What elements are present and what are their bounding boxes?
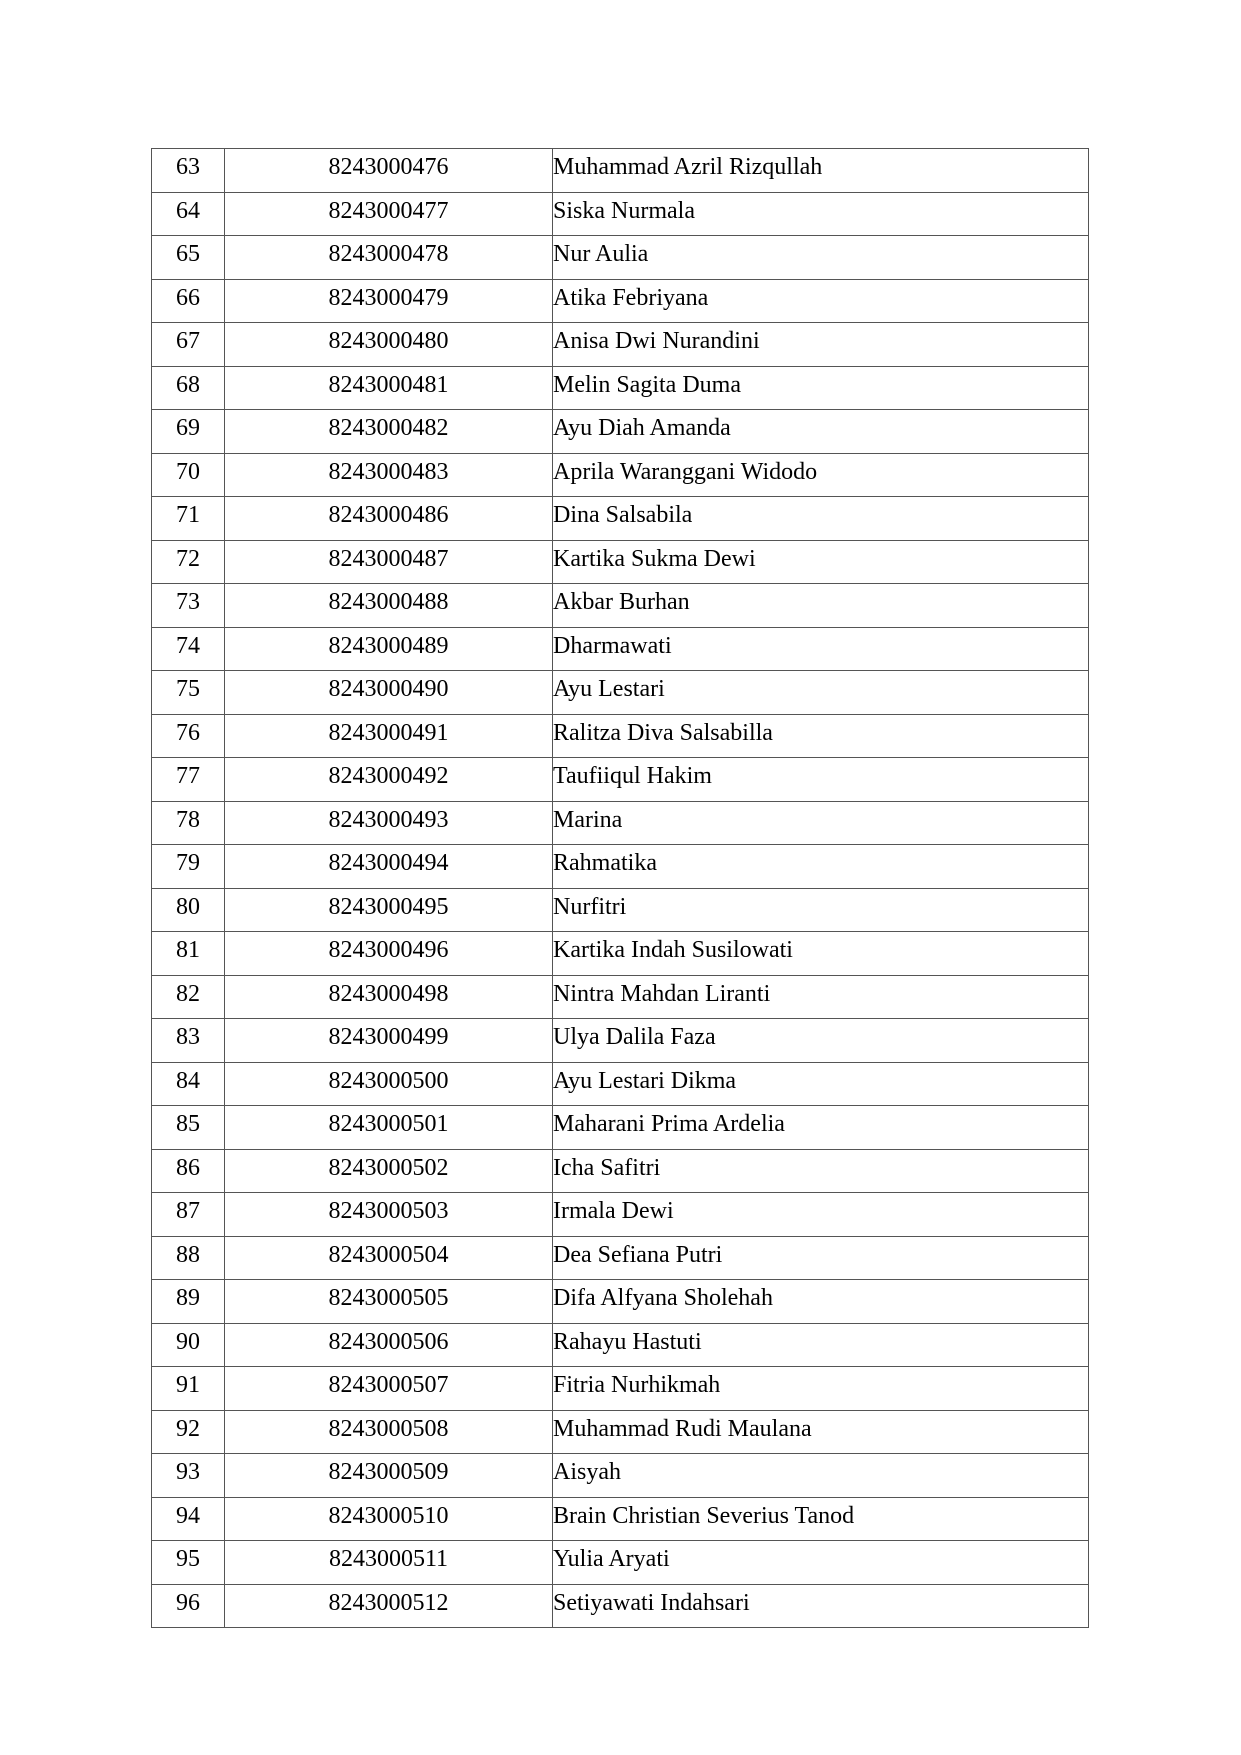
student-name-cell: Marina (553, 801, 1089, 845)
table-row (152, 453, 1089, 497)
student-id-cell: 8243000506 (225, 1323, 553, 1367)
table-row (152, 932, 1089, 976)
student-id-cell: 8243000479 (225, 279, 553, 323)
student-id-cell: 8243000476 (225, 149, 553, 193)
student-name-cell: Nurfitri (553, 888, 1089, 932)
table-row (152, 1106, 1089, 1150)
table-row (152, 801, 1089, 845)
student-name-cell: Rahayu Hastuti (553, 1323, 1089, 1367)
row-number-cell: 68 (152, 366, 225, 410)
student-name-cell: Kartika Indah Susilowati (553, 932, 1089, 976)
student-name-cell: Nintra Mahdan Liranti (553, 975, 1089, 1019)
student-roster-table (151, 148, 1089, 1628)
student-id-cell: 8243000503 (225, 1193, 553, 1237)
row-number-cell: 65 (152, 236, 225, 280)
student-id-cell: 8243000502 (225, 1149, 553, 1193)
student-name-cell: Irmala Dewi (553, 1193, 1089, 1237)
student-name-cell: Rahmatika (553, 845, 1089, 889)
table-row (152, 1497, 1089, 1541)
row-number-cell: 93 (152, 1454, 225, 1498)
row-number-cell: 76 (152, 714, 225, 758)
table-row (152, 975, 1089, 1019)
row-number-cell: 84 (152, 1062, 225, 1106)
student-id-cell: 8243000477 (225, 192, 553, 236)
student-name-cell: Setiyawati Indahsari (553, 1584, 1089, 1628)
student-id-cell: 8243000505 (225, 1280, 553, 1324)
student-name-cell: Maharani Prima Ardelia (553, 1106, 1089, 1150)
student-id-cell: 8243000511 (225, 1541, 553, 1585)
row-number-cell: 94 (152, 1497, 225, 1541)
row-number-cell: 79 (152, 845, 225, 889)
student-name-cell: Melin Sagita Duma (553, 366, 1089, 410)
student-id-cell: 8243000486 (225, 497, 553, 541)
row-number-cell: 92 (152, 1410, 225, 1454)
roster-table-body (152, 149, 1089, 1628)
table-row (152, 236, 1089, 280)
row-number-cell: 88 (152, 1236, 225, 1280)
row-number-cell: 87 (152, 1193, 225, 1237)
student-id-cell: 8243000487 (225, 540, 553, 584)
row-number-cell: 77 (152, 758, 225, 802)
student-id-cell: 8243000496 (225, 932, 553, 976)
table-row (152, 1280, 1089, 1324)
student-id-cell: 8243000498 (225, 975, 553, 1019)
table-row (152, 1410, 1089, 1454)
student-name-cell: Aprila Waranggani Widodo (553, 453, 1089, 497)
student-name-cell: Ayu Diah Amanda (553, 410, 1089, 454)
student-name-cell: Nur Aulia (553, 236, 1089, 280)
student-name-cell: Kartika Sukma Dewi (553, 540, 1089, 584)
student-id-cell: 8243000495 (225, 888, 553, 932)
student-name-cell: Brain Christian Severius Tanod (553, 1497, 1089, 1541)
student-name-cell: Dharmawati (553, 627, 1089, 671)
table-row (152, 714, 1089, 758)
student-id-cell: 8243000483 (225, 453, 553, 497)
student-id-cell: 8243000494 (225, 845, 553, 889)
table-row (152, 192, 1089, 236)
row-number-cell: 80 (152, 888, 225, 932)
table-row (152, 1454, 1089, 1498)
row-number-cell: 73 (152, 584, 225, 628)
student-id-cell: 8243000501 (225, 1106, 553, 1150)
table-row (152, 410, 1089, 454)
table-row (152, 1149, 1089, 1193)
row-number-cell: 89 (152, 1280, 225, 1324)
table-row (152, 1236, 1089, 1280)
row-number-cell: 85 (152, 1106, 225, 1150)
student-id-cell: 8243000507 (225, 1367, 553, 1411)
student-name-cell: Taufiiqul Hakim (553, 758, 1089, 802)
table-row (152, 149, 1089, 193)
student-id-cell: 8243000481 (225, 366, 553, 410)
row-number-cell: 86 (152, 1149, 225, 1193)
table-row (152, 1584, 1089, 1628)
student-id-cell: 8243000512 (225, 1584, 553, 1628)
table-row (152, 1367, 1089, 1411)
student-id-cell: 8243000488 (225, 584, 553, 628)
student-name-cell: Dea Sefiana Putri (553, 1236, 1089, 1280)
row-number-cell: 78 (152, 801, 225, 845)
row-number-cell: 75 (152, 671, 225, 715)
table-row (152, 1193, 1089, 1237)
row-number-cell: 81 (152, 932, 225, 976)
row-number-cell: 66 (152, 279, 225, 323)
table-row (152, 584, 1089, 628)
student-id-cell: 8243000493 (225, 801, 553, 845)
table-row (152, 279, 1089, 323)
row-number-cell: 96 (152, 1584, 225, 1628)
table-row (152, 1541, 1089, 1585)
student-name-cell: Icha Safitri (553, 1149, 1089, 1193)
student-id-cell: 8243000508 (225, 1410, 553, 1454)
student-id-cell: 8243000478 (225, 236, 553, 280)
row-number-cell: 72 (152, 540, 225, 584)
row-number-cell: 67 (152, 323, 225, 367)
row-number-cell: 95 (152, 1541, 225, 1585)
table-row (152, 323, 1089, 367)
student-name-cell: Atika Febriyana (553, 279, 1089, 323)
row-number-cell: 71 (152, 497, 225, 541)
table-row (152, 1019, 1089, 1063)
table-row (152, 758, 1089, 802)
row-number-cell: 91 (152, 1367, 225, 1411)
student-id-cell: 8243000509 (225, 1454, 553, 1498)
row-number-cell: 74 (152, 627, 225, 671)
student-name-cell: Ayu Lestari Dikma (553, 1062, 1089, 1106)
row-number-cell: 90 (152, 1323, 225, 1367)
student-name-cell: Ayu Lestari (553, 671, 1089, 715)
student-name-cell: Dina Salsabila (553, 497, 1089, 541)
student-id-cell: 8243000500 (225, 1062, 553, 1106)
student-id-cell: 8243000499 (225, 1019, 553, 1063)
table-row (152, 540, 1089, 584)
student-name-cell: Muhammad Rudi Maulana (553, 1410, 1089, 1454)
student-name-cell: Anisa Dwi Nurandini (553, 323, 1089, 367)
student-name-cell: Akbar Burhan (553, 584, 1089, 628)
student-id-cell: 8243000492 (225, 758, 553, 802)
student-id-cell: 8243000491 (225, 714, 553, 758)
table-row (152, 627, 1089, 671)
student-name-cell: Muhammad Azril Rizqullah (553, 149, 1089, 193)
table-row (152, 1323, 1089, 1367)
row-number-cell: 82 (152, 975, 225, 1019)
table-row (152, 888, 1089, 932)
table-row (152, 845, 1089, 889)
student-name-cell: Yulia Aryati (553, 1541, 1089, 1585)
student-id-cell: 8243000504 (225, 1236, 553, 1280)
student-name-cell: Siska Nurmala (553, 192, 1089, 236)
row-number-cell: 64 (152, 192, 225, 236)
row-number-cell: 63 (152, 149, 225, 193)
student-name-cell: Ulya Dalila Faza (553, 1019, 1089, 1063)
student-id-cell: 8243000480 (225, 323, 553, 367)
row-number-cell: 69 (152, 410, 225, 454)
row-number-cell: 70 (152, 453, 225, 497)
student-name-cell: Difa Alfyana Sholehah (553, 1280, 1089, 1324)
student-id-cell: 8243000490 (225, 671, 553, 715)
student-id-cell: 8243000510 (225, 1497, 553, 1541)
student-name-cell: Fitria Nurhikmah (553, 1367, 1089, 1411)
table-row (152, 497, 1089, 541)
table-row (152, 671, 1089, 715)
student-id-cell: 8243000489 (225, 627, 553, 671)
student-id-cell: 8243000482 (225, 410, 553, 454)
row-number-cell: 83 (152, 1019, 225, 1063)
table-row (152, 366, 1089, 410)
student-name-cell: Ralitza Diva Salsabilla (553, 714, 1089, 758)
student-name-cell: Aisyah (553, 1454, 1089, 1498)
table-row (152, 1062, 1089, 1106)
